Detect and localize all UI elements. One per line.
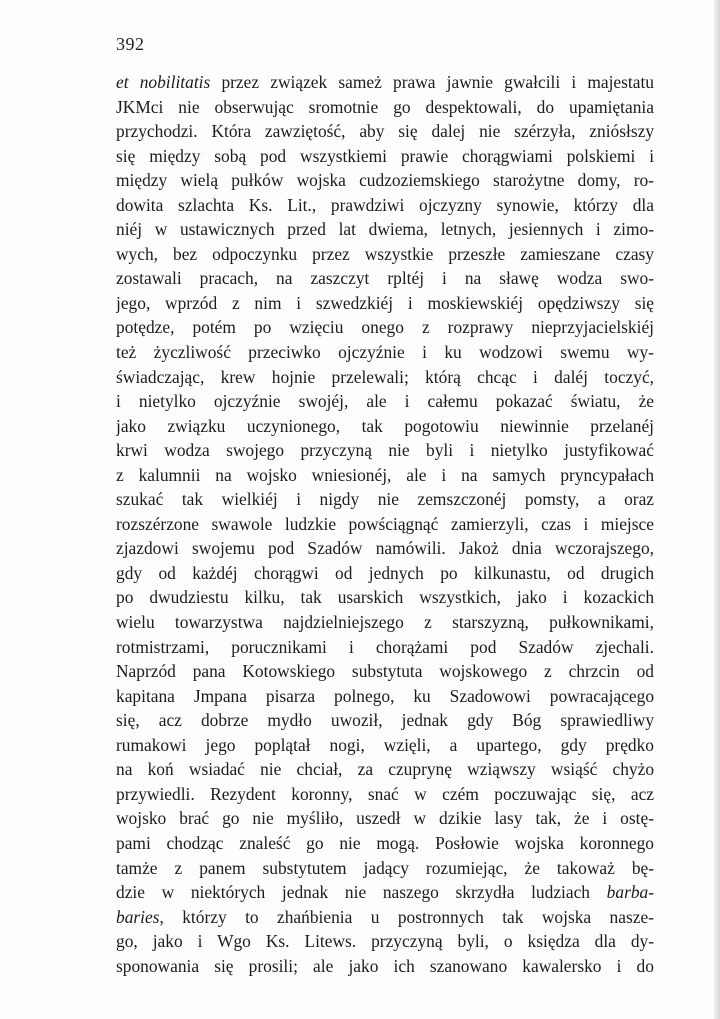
text-line [116, 266, 654, 291]
text-line [116, 733, 654, 758]
line-text: gdy od każdéj chorągwi od jednych po kilkunastu, od drugich [116, 562, 654, 583]
line-text: kapitana Jmpana pisarza polnego, ku Szadowowi powracającego [116, 685, 654, 706]
text-line [116, 929, 654, 954]
line-text: rotmistrzami, porucznikami i chorążami pod Szadów zjechali. [116, 636, 654, 657]
text-line [116, 831, 654, 856]
text-line [116, 954, 654, 979]
text-line [116, 635, 654, 660]
page-edge-shadow [714, 0, 720, 1019]
line-text: wych, bez odpoczynku przez wszystkie przeszłe zamieszane czasy [116, 243, 654, 264]
line-text: zjazdowi swojemu pod Szadów namówili. Jakoż dnia wczorajszego, [116, 538, 654, 559]
line-text: jego, wprzód z nim i szwedzkiéj i moskiewskiéj opędziwszy się [116, 292, 654, 313]
text-line [116, 512, 654, 537]
line-text: tamże z panem substytutem jadący rozumiejąc, że takoważ bę- [116, 857, 654, 878]
line-text: się, acz dobrze mydło uwoził, jednak gdy Bóg sprawiedliwy [116, 710, 654, 731]
line-text: wielu towarzystwa najdzielniejszego z starszyzną, pułkownikami, [116, 612, 654, 633]
italic-text: et nobilitatis [116, 72, 222, 92]
text-line [116, 119, 654, 144]
line-text: przychodzi. Która zawziętość, aby się dalej nie szérzyła, zniósłszy [116, 121, 654, 142]
line-text: między wielą pułków wojska cudzoziemskiego starożytne domy, ro- [116, 170, 654, 191]
text-line [116, 242, 654, 267]
text-line [116, 561, 654, 586]
line-text: dowita szlachta Ks. Lit., prawdziwi ojczyzny synowie, którzy dla [116, 194, 654, 215]
line-text: dzie w niektórych jednak nie naszego skrzydła ludziach [116, 882, 607, 903]
text-line [116, 217, 654, 242]
page-number: 392 [116, 34, 145, 54]
text-line [116, 757, 654, 782]
line-text: JKMci nie obserwując sromotnie go despektowali, do upamiętania [116, 96, 654, 117]
line-text: zostawali pracach, na zaszczyt rpltéj i na sławę wodza swo- [116, 268, 654, 289]
line-text: przez związek sameż prawa jawnie gwałcili i majestatu [221, 72, 654, 92]
text-line [116, 880, 654, 905]
line-text: szukać tak wielkiéj i nigdy nie zemszczonéj pomsty, a oraz [116, 489, 654, 510]
text-line [116, 168, 654, 193]
text-line [116, 708, 654, 733]
line-text: sponowania się prosili; ale jako ich szanowano kawalersko i do [116, 955, 654, 976]
line-text: krwi wodza swojego przyczyną nie byli i nietylko justyfikować [116, 440, 654, 461]
line-text: na koń wsiadać nie chciał, za czuprynę wziąwszy wsiąść chyżo [116, 759, 654, 780]
text-line [116, 536, 654, 561]
line-text: potędze, potém po wzięciu onego z rozprawy nieprzyjacielskiéj [116, 317, 654, 338]
text-line [116, 95, 654, 120]
line-text: pami chodząc znaleść go nie mogą. Posłowie wojska koronnego [116, 832, 654, 853]
text-line [116, 389, 654, 414]
line-text: jako związku uczynionego, tak pogotowiu niewinnie przelanéj [116, 415, 654, 436]
text-line [116, 782, 654, 807]
italic-text: barba- [606, 882, 654, 903]
line-text: przywiedli. Rezydent koronny, snać w czém poczuwając się, acz [116, 783, 654, 804]
line-text: też życzliwość przeciwko ojczyźnie i ku wodzowi swemu wy- [116, 342, 654, 363]
text-line [116, 610, 654, 635]
line-text: niéj w ustawicznych przed lat dwiema, letnych, jesiennych i zimo- [116, 219, 654, 240]
line-text: i nietylko ojczyźnie swojéj, ale i całemu pokazać światu, że [116, 391, 654, 412]
text-line [116, 684, 654, 709]
line-text: rozszérzone swawole ludzkie powściągnąć zamierzyli, czas i miejsce [116, 513, 654, 534]
line-text: rumakowi jego poplątał nogi, wzięli, a upartego, gdy prędko [116, 734, 654, 755]
text-line [116, 365, 654, 390]
text-line [116, 463, 654, 488]
text-line [116, 70, 654, 95]
text-line [116, 438, 654, 463]
text-line [116, 144, 654, 169]
line-text: po dwudziestu kilku, tak usarskich wszystkich, jako i kozackich [116, 587, 654, 608]
line-text: Naprzód pana Kotowskiego substytuta wojskowego z chrzcin od [116, 661, 654, 682]
text-line [116, 340, 654, 365]
line-text: z kalumnii na wojsko wniesionéj, ale i na samych pryncypałach [116, 464, 654, 485]
line-text: się między sobą pod wszystkiemi prawie chorągwiami polskiemi i [116, 145, 654, 166]
text-line [116, 291, 654, 316]
line-text: go, jako i Wgo Ks. Litews. przyczyną byli, o księdza dla dy- [116, 931, 654, 952]
text-line [116, 487, 654, 512]
text-line [116, 856, 654, 881]
text-line [116, 806, 654, 831]
text-line [116, 315, 654, 340]
line-text: , którzy to zhańbienia u postronnych tak wojska nasze- [159, 906, 654, 927]
text-line [116, 905, 654, 930]
line-text: wojsko brać go nie myśliło, uszedł w dzikie lasy tak, że i ostę- [116, 808, 654, 829]
text-line [116, 659, 654, 684]
text-line [116, 585, 654, 610]
line-text: świadczając, krew hojnie przelewali; którą chcąc i daléj toczyć, [116, 366, 654, 387]
italic-text: baries [116, 906, 160, 927]
body-text [116, 70, 654, 978]
text-line [116, 193, 654, 218]
text-line [116, 414, 654, 439]
